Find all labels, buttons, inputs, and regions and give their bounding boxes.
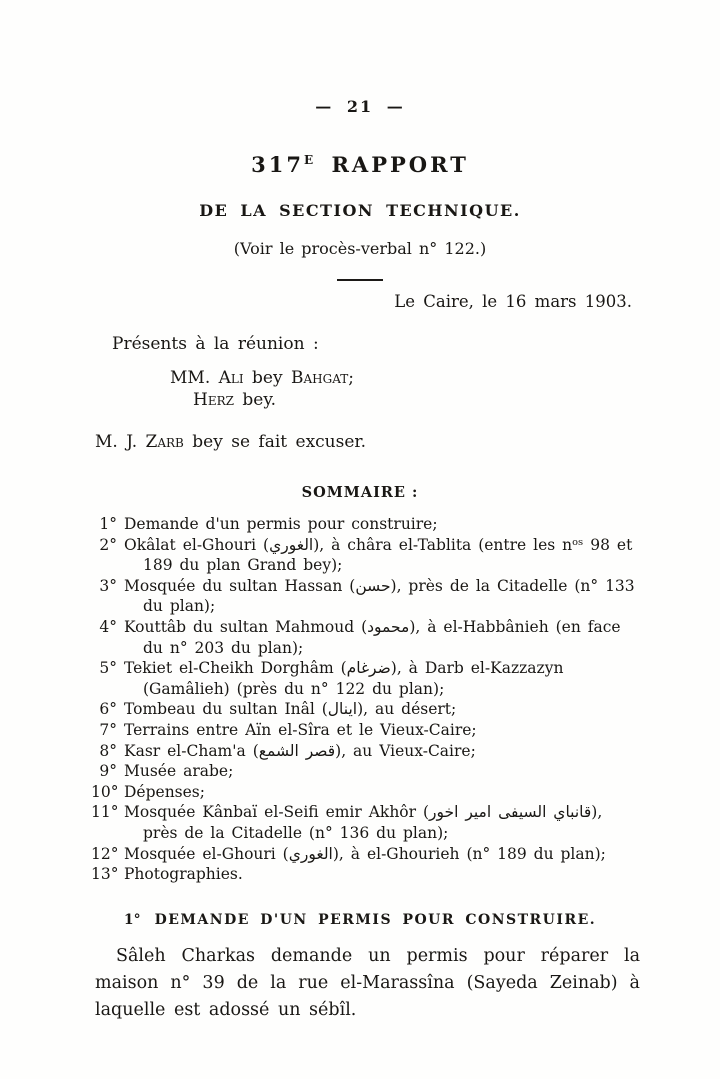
item-number: 5° [99,659,117,678]
item-text: Kasr el-Cham'a (قصر الشمع), au Vieux-Caire; [124,741,476,760]
sommaire-item [91,761,642,782]
attendee-name: Ali [218,368,244,388]
divider-rule [337,279,383,281]
item-number: 4° [99,617,117,636]
item-text: Tombeau du sultan Inâl (اينال), au désert; [124,700,457,719]
sommaire-item [91,699,642,720]
attendee-name: Herz [193,390,234,410]
item-text: Mosquée el-Ghouri (الغوري), à el-Ghourieh (n° 189 du plan); [124,844,606,863]
item-number: 6° [99,700,117,719]
excused-surname: Zarb [145,432,184,452]
sommaire-item [91,514,642,535]
sommaire-item [91,802,642,843]
item-number: 2° [99,535,117,554]
item-text: Terrains entre Aïn el-Sîra et le Vieux-Caire; [124,720,477,739]
item-number: 13° [91,865,119,884]
sommaire-item [91,741,642,762]
item-text: Okâlat el-Ghouri (الغوري), à châra el-Tablita (entre les nᵒˢ 98 et 189 du plan Grand bey); [124,535,633,575]
item-number: 7° [99,720,117,739]
item-number: 3° [99,576,117,595]
item-text: Musée arabe; [124,762,234,781]
sommaire-item [91,535,642,576]
item-number: 10° [91,782,119,801]
sommaire-item [91,720,642,741]
item-text: Photographies. [124,865,243,884]
sommaire-item [91,782,642,803]
report-number: 317 [251,152,305,177]
sommaire-item [91,576,642,617]
report-number-superscript: E [304,153,314,167]
item-number: 11° [91,803,119,822]
report-title [0,152,720,177]
section-number: 1° [123,911,141,928]
body-paragraph: Sâleh Charkas demande un permis pour réparer la maison n° 39 de la rue el-Marassîna (Sayeda Zeinab) à laquelle est adossé un sébîl. [95,945,640,1020]
presents-label: Présents à la réunion : [112,334,319,354]
section-heading [0,912,720,928]
sommaire-list [91,514,642,885]
page-number: — 21 — [315,97,405,116]
attendee-line: Herz bey. [193,390,277,410]
attendee-surname: Bahgat [290,368,349,388]
excused-line: M. J. Zarb bey se fait excuser. [95,432,367,452]
sommaire-item [91,844,642,865]
item-number: 12° [91,844,119,863]
report-word: RAPPORT [331,152,469,177]
reference-note: (Voir le procès-verbal n° 122.) [233,239,487,258]
attendees-list [170,367,720,411]
sommaire-title: SOMMAIRE : [301,484,419,501]
item-text: Kouttâb du sultan Mahmoud (محمود), à el-Habbânieh (en face du n° 203 du plan); [124,617,621,657]
sommaire-item [91,658,642,699]
sommaire-item [91,617,642,658]
section-title: DEMANDE D'UN PERMIS POUR CONSTRUIRE. [154,911,597,928]
item-text: Mosquée du sultan Hassan (حسن), près de la Citadelle (n° 133 du plan); [124,576,635,616]
item-number: 9° [99,762,117,781]
item-number: 8° [99,741,117,760]
item-text: Demande d'un permis pour construire; [124,515,438,533]
item-text: Mosquée Kânbaï el-Seifi emir Akhôr (قانباي السيفى امير اخور), près de la Citadelle (n° 136 du plan); [124,803,603,842]
item-number: 1° [99,515,117,533]
item-text: Dépenses; [124,782,205,801]
attendee-line: MM. Ali bey Bahgat; [170,368,354,388]
sommaire-item [91,864,642,885]
item-text: Tekiet el-Cheikh Dorghâm (ضرغام), à Darb el-Kazzazyn (Gamâlieh) (près du n° 122 du plan); [124,659,564,698]
dateline: Le Caire, le 16 mars 1903. [394,292,632,311]
report-subtitle: DE LA SECTION TECHNIQUE. [199,201,521,220]
